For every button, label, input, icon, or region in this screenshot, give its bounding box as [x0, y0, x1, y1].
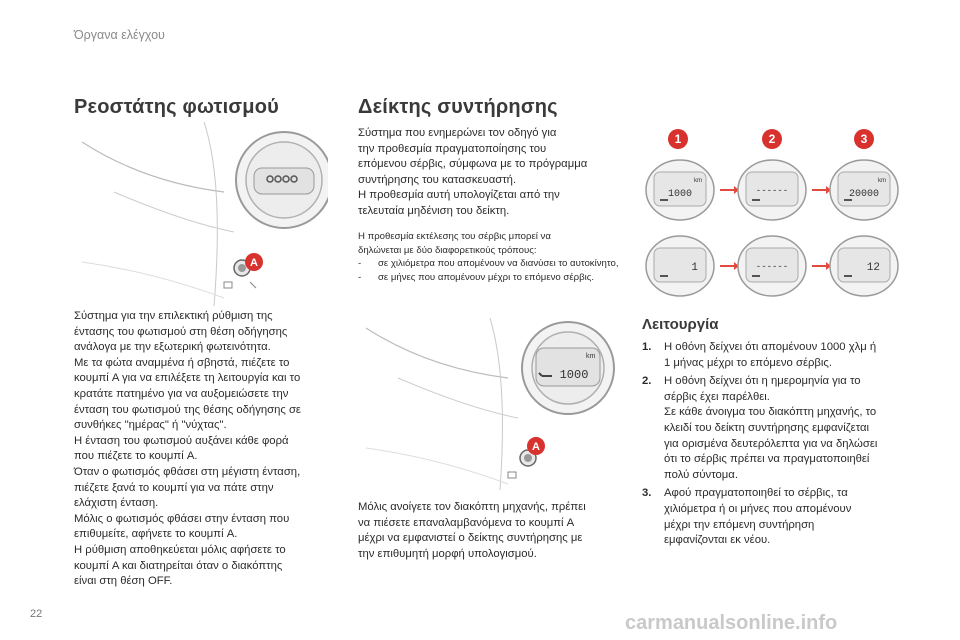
service-dash-item: - σε μήνες που απομένουν μέχρι το επόμενο σέρβις.	[358, 271, 630, 285]
service-intro-line: Σύστημα που ενημερώνει τον οδηγό για	[358, 127, 557, 139]
step-number: 2.	[642, 375, 652, 388]
step-number: 3.	[642, 487, 652, 500]
service-intro-line: την προθεσμία πραγματοποίησης του	[358, 142, 547, 155]
service-intro-line: συντήρησης του κατασκευαστή.	[358, 173, 517, 186]
operation-steps	[642, 340, 916, 552]
step-line: ότι το σέρβις πρέπει να πραγματοποιηθεί	[664, 453, 870, 466]
service-dash-item: - σε χιλιόμετρα που απομένουν να διανύσει το αυτοκίνητο,	[358, 257, 630, 271]
step-line: εμφανίζονται εκ νέου.	[664, 534, 771, 547]
service-bottom-line: μέχρι να εμφανιστεί ο δείκτης συντήρησης με	[358, 532, 583, 545]
operation-step-1	[642, 340, 916, 371]
service-note-line: δηλώνεται με δύο διαφορετικούς τρόπους:	[358, 244, 537, 256]
rheostat-line: Μόλις ο φωτισμός φθάσει στην ένταση που	[74, 512, 290, 525]
rheostat-line: που πιέζετε το κουμπί A.	[74, 450, 198, 463]
rheostat-title: Ρεοστάτης φωτισμού	[74, 96, 279, 118]
rheostat-line: Σύστημα για την επιλεκτική ρύθμιση της	[74, 310, 273, 322]
row2-value-3: 12	[866, 262, 880, 274]
operation-title: Λειτουργία	[642, 316, 719, 333]
row1-value-3: 20000	[848, 189, 880, 200]
page-number: 22	[30, 608, 43, 620]
row1-unit-1: km	[694, 178, 702, 184]
service-display-value: 1000	[559, 368, 589, 382]
rheostat-line: επιθυμείτε, αφήνετε το κουμπί A.	[74, 528, 238, 541]
operation-step-2	[642, 374, 916, 483]
step-line: Η οθόνη δείχνει ότι απομένουν 1000 χλμ ή	[664, 341, 877, 353]
row1-unit-3: km	[878, 178, 886, 184]
rheostat-line: έντασης του φωτισμού στη θέση οδήγησης	[74, 325, 288, 338]
service-bottom-line: Μόλις ανοίγετε τον διακόπτη μηχανής, πρέπει	[358, 501, 586, 513]
step-line: χιλιόμετρα ή οι μήνες που απομένουν	[664, 502, 852, 515]
row1-display-3	[830, 160, 898, 220]
service-bottom-text	[358, 500, 638, 562]
service-intro-line: επόμενου σέρβις, σύμφωνα με το πρόγραμμα	[358, 158, 588, 171]
step-line: Αφού πραγματοποιηθεί το σέρβις, τα	[664, 487, 848, 500]
step-2-badge-label: 2	[768, 132, 776, 146]
step-line: Η οθόνη δείχνει ότι η ημερομηνία για το	[664, 375, 861, 388]
rheostat-line: κουμπί A για να επιλέξετε τη λειτουργία και το	[74, 372, 301, 385]
rheostat-line: Η ένταση του φωτισμού αυξάνει κάθε φορά	[74, 434, 289, 447]
rheostat-line: Η ρύθμιση αποθηκεύεται μόλις αφήσετε το	[74, 543, 286, 556]
service-intro-line: Η προθεσμία αυτή υπολογίζεται από την	[358, 189, 560, 202]
row1-value-2: ------	[755, 186, 789, 196]
rheostat-line: Όταν ο φωτισμός φθάσει στη μέγιστη ένταση,	[74, 465, 301, 478]
step-line: σέρβις έχει παρέλθει.	[664, 390, 770, 403]
rheostat-text	[74, 309, 344, 590]
service-display-unit: km	[586, 353, 596, 360]
watermark: carmanualsonline.info	[625, 612, 838, 634]
step-number: 1.	[642, 341, 652, 353]
row2-value-1: 1	[691, 262, 698, 274]
rheostat-illustration	[74, 122, 328, 306]
row1-display-2	[738, 160, 806, 220]
step-3-badge-label: 3	[860, 132, 868, 146]
operation-step-3	[642, 486, 916, 548]
rheostat-line: συνθήκες "ημέρας" ή "νύχτας".	[74, 419, 227, 432]
rheostat-line: ελάχιστη ένταση.	[74, 497, 159, 510]
step-line: Σε κάθε άνοιγμα του διακόπτη μηχανής, το	[664, 406, 877, 419]
step-line: πολύ σύντομα.	[664, 468, 738, 481]
row2-display-2	[738, 236, 806, 296]
rheostat-line: ανάλογα με την εξωτερική φωτεινότητα.	[74, 341, 271, 354]
rheostat-line: κουμπί A και διατηρείται όταν ο διακόπτης	[74, 559, 283, 572]
rheostat-line: είναι στη θέση OFF.	[74, 575, 173, 588]
service-note	[358, 230, 630, 284]
service-title: Δείκτης συντήρησης	[358, 96, 558, 118]
service-intro	[358, 126, 638, 220]
service-note-line: Η προθεσμία εκτέλεσης του σέρβις μπορεί να	[358, 231, 551, 242]
row2-display-3	[830, 236, 898, 296]
row1-value-1: 1000	[667, 189, 693, 200]
service-bottom-line: την επιθυμητή μορφή υπολογισμού.	[358, 547, 537, 560]
row2-display-1	[646, 236, 714, 296]
rheostat-line: κρατάτε πατημένο για να αυξομειώσετε την	[74, 387, 289, 400]
step-line: μέχρι την επόμενη συντήρηση	[664, 518, 815, 531]
step-line: 1 μήνας μέχρι το επόμενο σέρβις.	[664, 356, 833, 369]
rheostat-line: ένταση του φωτισμού της θέσης οδήγησης σε	[74, 403, 301, 416]
service-button-a-label: A	[532, 441, 540, 453]
service-illustration	[358, 318, 616, 490]
row2-value-2: ------	[755, 262, 789, 272]
rheostat-line: πιέζετε ξανά το κουμπί για να πάτε στην	[74, 481, 274, 494]
step-line: για ορισμένα δευτερόλεπτα για να δηλώσει	[664, 437, 878, 450]
service-sequence-diagram	[640, 126, 910, 300]
step-1-badge-label: 1	[674, 132, 682, 146]
section-header: Όργανα ελέγχου	[74, 28, 165, 42]
service-intro-line: τελευταία μηδένιση του δείκτη.	[358, 204, 510, 217]
button-a-label: A	[250, 257, 258, 269]
rheostat-line: Με τα φώτα αναμμένα ή σβηστά, πιέζετε το	[74, 356, 290, 369]
service-bottom-line: να πιέσετε επαναλαμβανόμενα το κουμπί A	[358, 516, 575, 529]
step-line: κλειδί του δείκτη συντήρησης εμφανίζεται	[664, 421, 870, 434]
row1-display-1	[646, 160, 714, 220]
